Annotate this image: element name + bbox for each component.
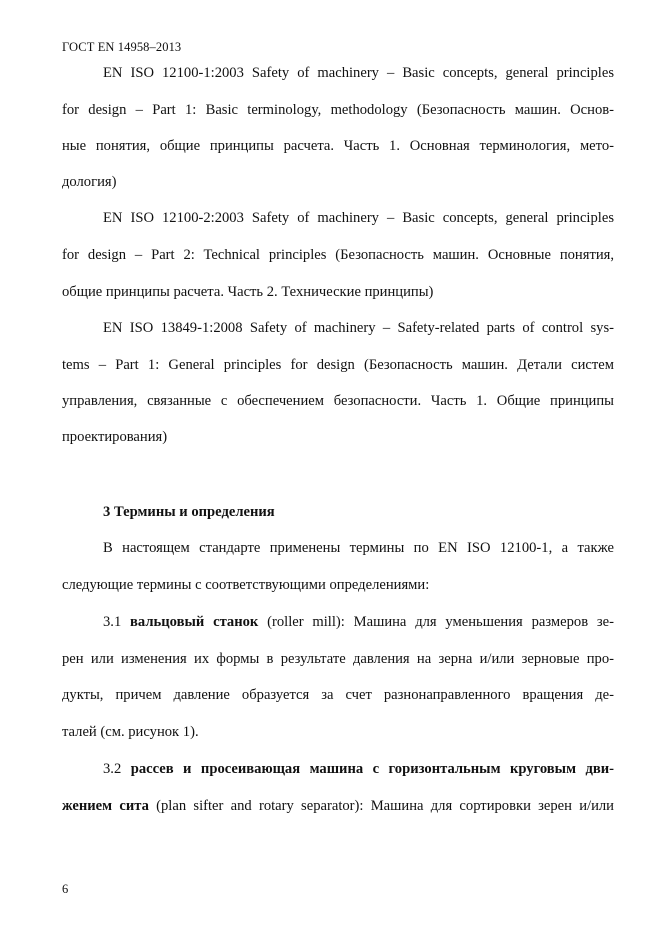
ref-3-line-3: управления, связанные с обеспечением безопасности. Часть 1. Общие принципы xyxy=(62,393,614,409)
term-3-1-term: вальцовый станок xyxy=(130,614,259,630)
term-3-2-term-part-2: жением сита xyxy=(62,798,149,814)
term-3-1-line-4: талей (см. рисунок 1). xyxy=(62,724,199,740)
section-heading: 3 Термины и определения xyxy=(103,504,275,520)
ref-2-line-3: общие принципы расчета. Часть 2. Технические принципы) xyxy=(62,284,434,300)
ref-3-line-1: EN ISO 13849-1:2008 Safety of machinery – Safety-related parts of control sys- xyxy=(103,320,614,336)
ref-1-line-2: for design – Part 1: Basic terminology, methodology (Безопасность машин. Основ- xyxy=(62,102,614,118)
standard-header: ГОСТ EN 14958–2013 xyxy=(62,40,182,54)
ref-1-line-4: дология) xyxy=(62,174,117,190)
ref-3-line-2: tems – Part 1: General principles for design (Безопасность машин. Детали систем xyxy=(62,357,614,373)
term-3-2-line-2 xyxy=(62,797,614,815)
term-3-1-number: 3.1 xyxy=(103,614,131,630)
ref-2-line-2: for design – Part 2: Technical principles (Безопасность машин. Основные понятия, xyxy=(62,247,614,263)
section-intro-line-1: В настоящем стандарте применены термины по EN ISO 12100-1, а также xyxy=(103,540,614,556)
term-3-2-term-part-1: рассев и просеивающая машина с горизонтальным круговым дви- xyxy=(130,761,614,777)
ref-3-line-4: проектирования) xyxy=(62,429,168,445)
ref-1-line-1: EN ISO 12100-1:2003 Safety of machinery – Basic concepts, general principles xyxy=(103,65,614,81)
term-3-2-line-1 xyxy=(103,760,614,778)
term-3-1-line-1 xyxy=(103,613,614,631)
ref-1-line-3: ные понятия, общие принципы расчета. Часть 1. Основная терминология, мето- xyxy=(62,138,614,154)
term-3-1-line-1-rest: (roller mill): Машина для уменьшения размеров зе- xyxy=(258,614,614,630)
term-3-1-line-3: дукты, причем давление образуется за счет разнонаправленного вращения де- xyxy=(62,687,614,703)
ref-2-line-1: EN ISO 12100-2:2003 Safety of machinery – Basic concepts, general principles xyxy=(103,210,614,226)
term-3-2-number: 3.2 xyxy=(103,761,131,777)
term-3-1-line-2: рен или изменения их формы в результате давления на зерна и/или зерновые про- xyxy=(62,651,614,667)
term-3-2-line-2-rest: (plan sifter and rotary separator): Машина для сортировки зерен и/или xyxy=(148,798,614,814)
section-intro-line-2: следующие термины с соответствующими определениями: xyxy=(62,577,430,593)
page-number: 6 xyxy=(62,882,69,896)
